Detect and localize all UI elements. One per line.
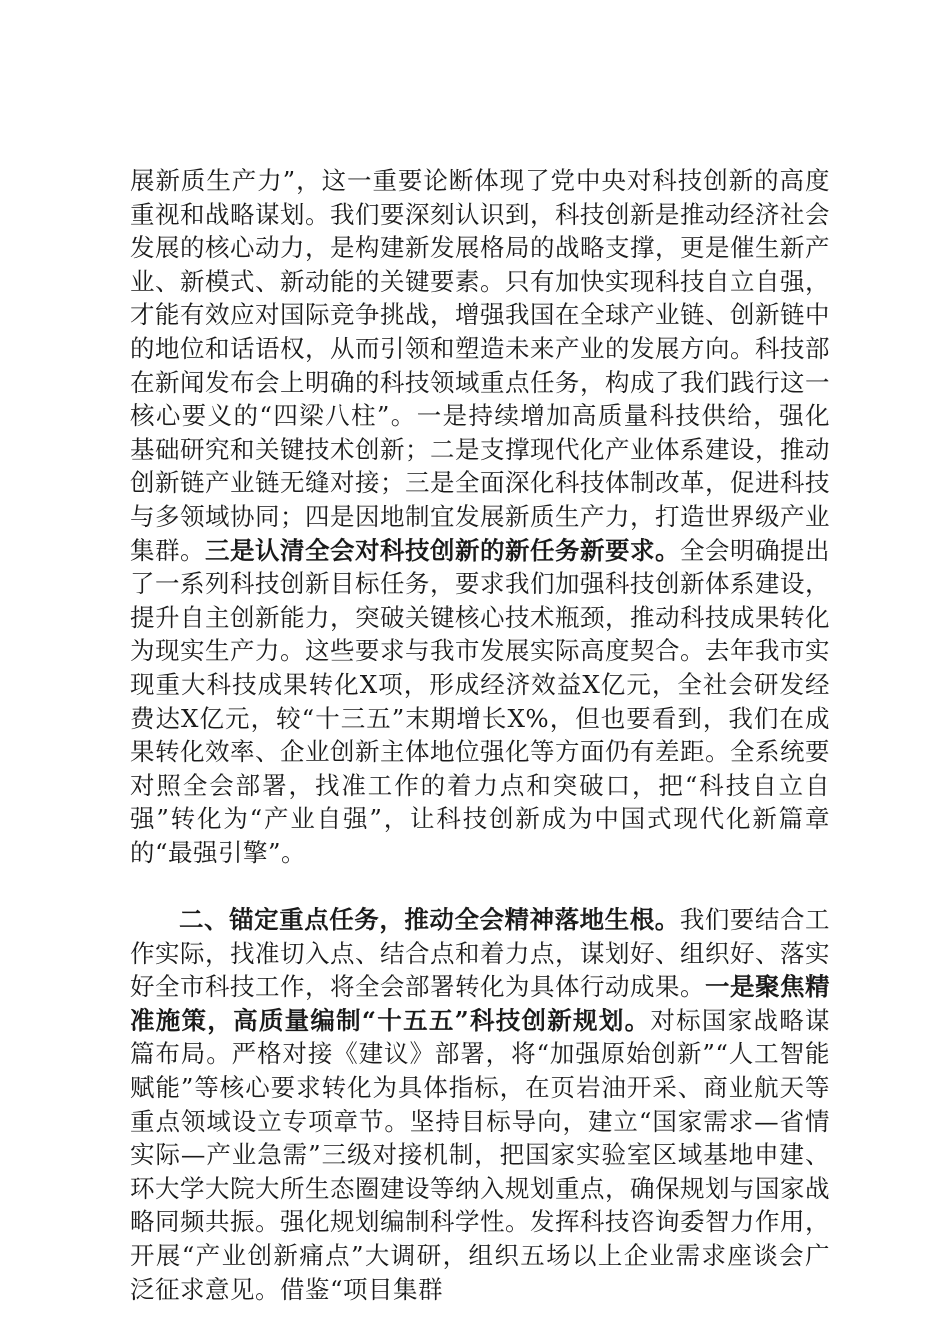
paragraph-1 (130, 164, 830, 869)
section-heading: 二、锚定重点任务，推动全会精神落地生根。 (179, 905, 680, 935)
paragraph-2-text-continued: 对标国家战略谋篇布局。严格对接《建议》部署，将“加强原始创新”“人工智能赋能”等核心要求转化为具体指标，在页岩油开采、商业航天等重点领域设立专项章节。坚持目标导向，建立“国家需求—省情实际—产业急需”三级对接机制，把国家实验室区域基地申建、环大学大院大所生态圈建设等纳入规划重点，确保规划与国家战略同频共振。强化规划编制科学性。发挥科技咨询委智力作用，开展“产业创新痛点”大调研，组织五场以上企业需求座谈会广泛征求意见。借鉴“项目集群 (130, 1005, 830, 1304)
paragraph-2 (130, 903, 830, 1306)
document-page (130, 164, 830, 1306)
paragraph-2-bold-heading: 一是聚焦精准施策，高质量编制“十五五”科技创新规划。 (130, 972, 830, 1035)
paragraph-2-text: 我们要结合工作实际，找准切入点、结合点和着力点，谋划好、组织好、落实好全市科技工作，将全会部署转化为具体行动成果。 (130, 905, 831, 1002)
paragraph-1-text-continued: 全会明确提出了一系列科技创新目标任务，要求我们加强科技创新体系建设，提升自主创新能力，突破关键核心技术瓶颈，推动科技成果转化为现实生产力。这些要求与我市发展实际高度契合。去年我市实现重大科技成果转化X项，形成经济效益X亿元，全社会研发经费达X亿元，较“十三五”末期增长X%，但也要看到，我们在成果转化效率、企业创新主体地位强化等方面仍有差距。全系统要对照全会部署，找准工作的着力点和突破口，把“科技自立自强”转化为“产业自强”，让科技创新成为中国式现代化新篇章的“最强引擎”。 (130, 535, 830, 867)
paragraph-1-bold-heading: 三是认清全会对科技创新的新任务新要求。 (205, 535, 680, 565)
paragraph-1-text: 展新质生产力”，这一重要论断体现了党中央对科技创新的高度重视和战略谋划。我们要深刻认识到，科技创新是推动经济社会发展的核心动力，是构建新发展格局的战略支撑，更是催生新产业、新模式、新动能的关键要素。只有加快实现科技自立自强，才能有效应对国际竞争挑战，增强我国在全球产业链、创新链中的地位和话语权，从而引领和塑造未来产业的发展方向。科技部在新闻发布会上明确的科技领域重点任务，构成了我们践行这一核心要义的“四梁八柱”。一是持续增加高质量科技供给，强化基础研究和关键技术创新；二是支撑现代化产业体系建设，推动创新链产业链无缝对接；三是全面深化科技体制改革，促进科技与多领域协同；四是因地制宜发展新质生产力，打造世界级产业集群。 (130, 166, 830, 565)
